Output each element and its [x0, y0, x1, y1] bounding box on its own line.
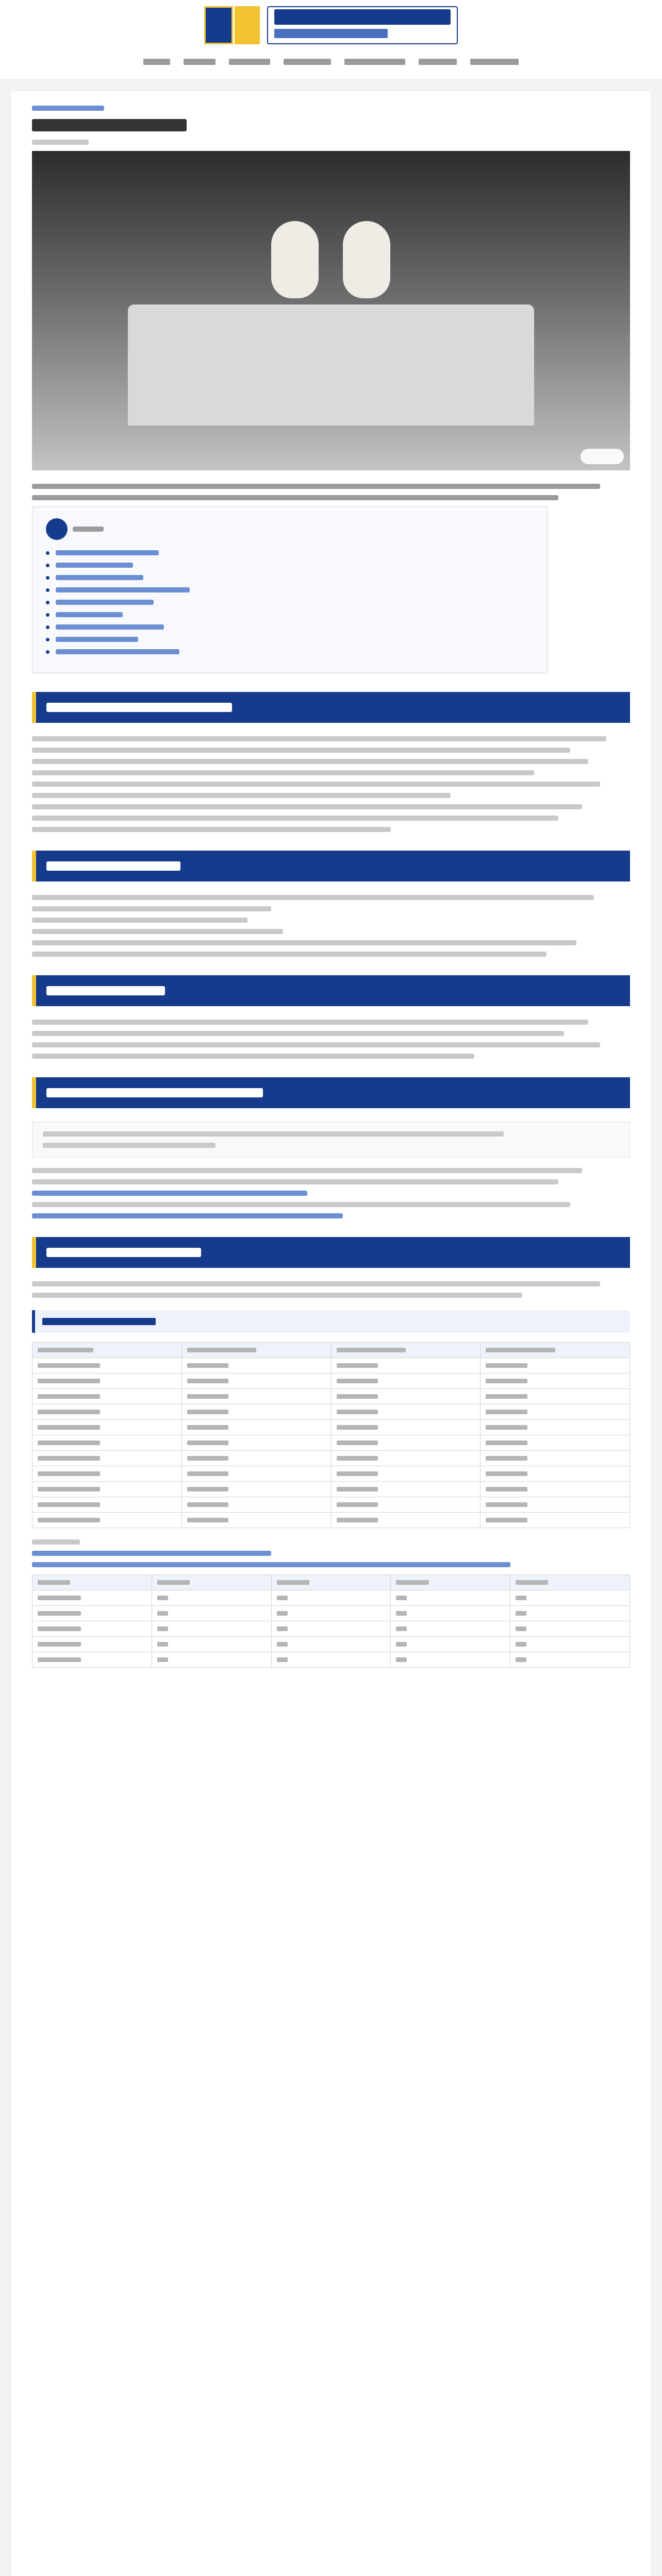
toc-item[interactable]: [46, 575, 534, 580]
table-cell: [481, 1358, 630, 1374]
page-title: [32, 119, 187, 131]
table-cell: [481, 1374, 630, 1389]
subsection-heading: [32, 1310, 630, 1333]
table-header-cell: [481, 1343, 630, 1358]
share-button[interactable]: [581, 449, 624, 464]
body-line: [32, 782, 600, 787]
toc-item[interactable]: [46, 624, 534, 630]
table-cell: [32, 1435, 182, 1451]
body-line: [32, 918, 247, 923]
table-cell: [271, 1621, 391, 1637]
section-heading: [32, 975, 630, 1006]
body-line: [32, 816, 558, 821]
bullet-icon: [46, 650, 49, 654]
table-cell: [481, 1389, 630, 1404]
bullet-icon: [46, 625, 49, 629]
body-line: [32, 748, 570, 753]
bullet-icon: [46, 551, 49, 555]
nav-item[interactable]: [284, 59, 331, 65]
subsection-heading-placeholder: [42, 1318, 156, 1325]
toc-item[interactable]: [46, 649, 534, 654]
toc-link[interactable]: [56, 575, 143, 580]
section-heading: [32, 851, 630, 882]
site-logo[interactable]: [204, 6, 260, 44]
toc-title: [73, 527, 104, 532]
table-row: [32, 1482, 630, 1497]
table-row: [32, 1637, 630, 1652]
toc-icon: [46, 518, 68, 540]
laptop-keyboard: [128, 304, 535, 426]
table-row: [32, 1652, 630, 1668]
nav-item[interactable]: [470, 59, 519, 65]
table-cell: [391, 1621, 510, 1637]
site-title-block[interactable]: [267, 6, 458, 44]
main-nav: [143, 59, 519, 65]
nav-item[interactable]: [419, 59, 457, 65]
table-cell: [331, 1497, 481, 1513]
table-cell: [391, 1652, 510, 1668]
table-cell: [271, 1590, 391, 1606]
table-cell: [331, 1466, 481, 1482]
toc-item[interactable]: [46, 612, 534, 617]
toc-link[interactable]: [56, 563, 133, 568]
toc-item[interactable]: [46, 563, 534, 568]
body-line: [32, 1293, 522, 1298]
site-header: [0, 0, 662, 80]
table-row: [32, 1358, 630, 1374]
nav-item[interactable]: [344, 59, 405, 65]
table-cell: [510, 1637, 630, 1652]
table-row: [32, 1590, 630, 1606]
body-line: [32, 1179, 558, 1184]
table-cell: [271, 1637, 391, 1652]
table-cell: [481, 1404, 630, 1420]
cat-paw: [343, 221, 390, 298]
breadcrumb[interactable]: [32, 106, 104, 111]
data-table: [32, 1574, 630, 1668]
bullet-icon: [46, 601, 49, 604]
body-line: [32, 906, 271, 911]
bullet-icon: [46, 576, 49, 580]
table-row: [32, 1466, 630, 1482]
table-cell: [32, 1513, 182, 1528]
table-cell: [152, 1652, 271, 1668]
section-heading-placeholder: [46, 1248, 201, 1257]
table-header-cell: [331, 1343, 481, 1358]
table-cell: [32, 1374, 182, 1389]
toc-header: [46, 518, 534, 540]
section-heading-placeholder: [46, 861, 180, 871]
table-cell: [331, 1435, 481, 1451]
table-cell: [331, 1513, 481, 1528]
reference-link[interactable]: [32, 1213, 343, 1218]
table-row: [32, 1451, 630, 1466]
table-cell: [32, 1621, 152, 1637]
table-cell: [152, 1621, 271, 1637]
table-row: [32, 1420, 630, 1435]
body-line: [32, 1042, 600, 1047]
table-cell: [181, 1358, 331, 1374]
data-table: [32, 1342, 630, 1528]
note-box: [32, 1122, 630, 1158]
table-cell: [510, 1590, 630, 1606]
toc-item[interactable]: [46, 637, 534, 642]
table-header-cell: [510, 1575, 630, 1590]
table-cell: [32, 1451, 182, 1466]
body-line: [32, 770, 534, 775]
table-row: [32, 1497, 630, 1513]
table-row: [32, 1606, 630, 1621]
table-cell: [32, 1637, 152, 1652]
table-cell: [271, 1606, 391, 1621]
section-heading-placeholder: [46, 986, 165, 995]
source-link[interactable]: [32, 1551, 271, 1556]
table-cell: [331, 1374, 481, 1389]
table-cell: [481, 1451, 630, 1466]
body-line: [32, 804, 582, 809]
body-line: [32, 1168, 582, 1173]
table-cell: [32, 1466, 182, 1482]
source-label: [32, 1539, 80, 1545]
table-row: [32, 1513, 630, 1528]
section-heading-placeholder: [46, 703, 232, 712]
table-header-row: [32, 1575, 630, 1590]
site-url-placeholder: [274, 29, 388, 38]
post-date: [32, 140, 89, 145]
intro-line: [32, 484, 600, 489]
toc-link[interactable]: [56, 649, 179, 654]
bullet-icon: [46, 588, 49, 592]
bullet-icon: [46, 613, 49, 617]
table-header-cell: [271, 1575, 391, 1590]
toc-link[interactable]: [56, 550, 159, 555]
table-cell: [510, 1621, 630, 1637]
table-header-row: [32, 1343, 630, 1358]
body-line: [32, 1281, 600, 1286]
body-line: [32, 952, 547, 957]
toc-link[interactable]: [56, 587, 190, 592]
table-cell: [510, 1652, 630, 1668]
table-cell: [32, 1482, 182, 1497]
table-cell: [181, 1404, 331, 1420]
table-cell: [481, 1497, 630, 1513]
body-line: [32, 793, 451, 798]
section-heading-placeholder: [46, 1088, 263, 1097]
body-line: [32, 1031, 564, 1036]
toc-link[interactable]: [56, 624, 164, 630]
table-cell: [32, 1404, 182, 1420]
nav-item[interactable]: [229, 59, 270, 65]
table-cell: [32, 1606, 152, 1621]
table-cell: [181, 1389, 331, 1404]
source-link[interactable]: [32, 1562, 510, 1567]
table-of-contents: [32, 506, 548, 673]
toc-link[interactable]: [56, 637, 138, 642]
table-cell: [481, 1513, 630, 1528]
table-cell: [481, 1466, 630, 1482]
body-line: [32, 940, 576, 945]
table-cell: [331, 1482, 481, 1497]
table-cell: [331, 1389, 481, 1404]
table-cell: [152, 1637, 271, 1652]
note-line: [43, 1143, 216, 1148]
table-cell: [331, 1451, 481, 1466]
nav-item[interactable]: [184, 59, 216, 65]
table-row: [32, 1389, 630, 1404]
table-cell: [32, 1652, 152, 1668]
table-header-cell: [32, 1343, 182, 1358]
table-cell: [481, 1435, 630, 1451]
table-header-cell: [181, 1343, 331, 1358]
body-line: [32, 736, 606, 741]
table-cell: [271, 1652, 391, 1668]
table-cell: [181, 1466, 331, 1482]
cat-paw: [271, 221, 319, 298]
table-header-cell: [152, 1575, 271, 1590]
table-cell: [181, 1451, 331, 1466]
toc-item[interactable]: [46, 550, 534, 555]
table-cell: [391, 1637, 510, 1652]
table-row: [32, 1621, 630, 1637]
table-cell: [152, 1606, 271, 1621]
nav-item[interactable]: [143, 59, 170, 65]
site-brand[interactable]: [204, 6, 458, 44]
body-line: [32, 895, 594, 900]
body-line: [32, 1020, 588, 1025]
table-cell: [32, 1590, 152, 1606]
reference-link[interactable]: [32, 1191, 307, 1196]
table-cell: [32, 1420, 182, 1435]
table-cell: [32, 1358, 182, 1374]
table-cell: [152, 1590, 271, 1606]
table-cell: [331, 1420, 481, 1435]
section-heading: [32, 692, 630, 723]
table-cell: [391, 1606, 510, 1621]
table-cell: [481, 1482, 630, 1497]
toc-link[interactable]: [56, 600, 154, 605]
table-cell: [181, 1482, 331, 1497]
hero-image: [32, 151, 630, 470]
body-line: [32, 929, 283, 934]
toc-link[interactable]: [56, 612, 123, 617]
table-cell: [181, 1420, 331, 1435]
table-cell: [481, 1420, 630, 1435]
body-line: [32, 759, 588, 764]
table-row: [32, 1374, 630, 1389]
table-cell: [181, 1435, 331, 1451]
toc-item[interactable]: [46, 600, 534, 605]
table-cell: [331, 1404, 481, 1420]
toc-item[interactable]: [46, 587, 534, 592]
bullet-icon: [46, 564, 49, 567]
table-cell: [181, 1374, 331, 1389]
table-cell: [32, 1389, 182, 1404]
logo-left-block: [204, 6, 233, 44]
table-cell: [391, 1590, 510, 1606]
article-page: [11, 91, 651, 2576]
table-cell: [181, 1513, 331, 1528]
logo-right-block: [235, 6, 260, 44]
body-line: [32, 827, 391, 832]
site-title-placeholder: [274, 9, 451, 25]
body-line: [32, 1054, 474, 1059]
section-heading: [32, 1237, 630, 1268]
note-line: [43, 1131, 504, 1137]
body-line: [32, 1202, 570, 1207]
table-cell: [510, 1606, 630, 1621]
table-row: [32, 1404, 630, 1420]
section-heading: [32, 1077, 630, 1108]
table-cell: [181, 1497, 331, 1513]
table-cell: [331, 1358, 481, 1374]
intro-line: [32, 495, 558, 500]
table-cell: [32, 1497, 182, 1513]
table-row: [32, 1435, 630, 1451]
table-header-cell: [32, 1575, 152, 1590]
bullet-icon: [46, 638, 49, 641]
table-header-cell: [391, 1575, 510, 1590]
